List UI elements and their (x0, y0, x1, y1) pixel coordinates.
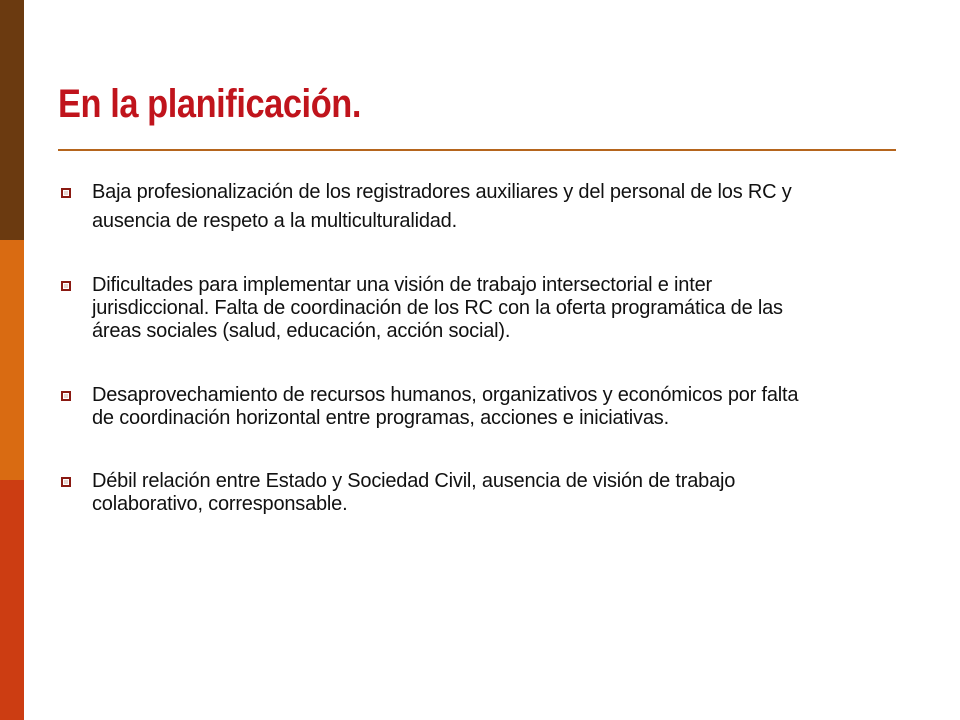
square-bullet-icon (61, 281, 71, 291)
bullet-line: Débil relación entre Estado y Sociedad Civil, ausencia de visión de trabajo (92, 470, 736, 492)
bullet-text (92, 470, 898, 516)
square-bullet-icon (61, 188, 71, 198)
bullet-line: jurisdiccional. Falta de coordinación de los RC con la oferta programática de las (92, 297, 783, 319)
bullet-item (58, 274, 898, 384)
bullet-line: colaborativo, corresponsable. (92, 493, 348, 515)
square-bullet-icon (61, 477, 71, 487)
bullet-text (92, 384, 898, 430)
bullet-list (58, 178, 898, 516)
side-band-middle (0, 240, 24, 480)
bullet-text (92, 274, 898, 343)
side-band-bottom (0, 480, 24, 720)
square-bullet-icon (61, 391, 71, 401)
bullet-text (92, 178, 898, 236)
bullet-line: Dificultades para implementar una visión de trabajo intersectorial e inter (92, 274, 712, 296)
slide-title: En la planificación. (58, 82, 361, 126)
bullet-item (58, 384, 898, 470)
bullet-line: ausencia de respeto a la multiculturalidad. (92, 210, 457, 232)
bullet-line: áreas sociales (salud, educación, acción social). (92, 320, 511, 342)
side-band-top (0, 0, 24, 240)
bullet-line: de coordinación horizontal entre programas, acciones e iniciativas. (92, 407, 669, 429)
bullet-item (58, 178, 898, 274)
bullet-line: Baja profesionalización de los registradores auxiliares y del personal de los RC y (92, 181, 792, 203)
title-underline (58, 149, 896, 151)
bullet-item (58, 470, 898, 516)
bullet-line: Desaprovechamiento de recursos humanos, organizativos y económicos por falta (92, 384, 799, 406)
